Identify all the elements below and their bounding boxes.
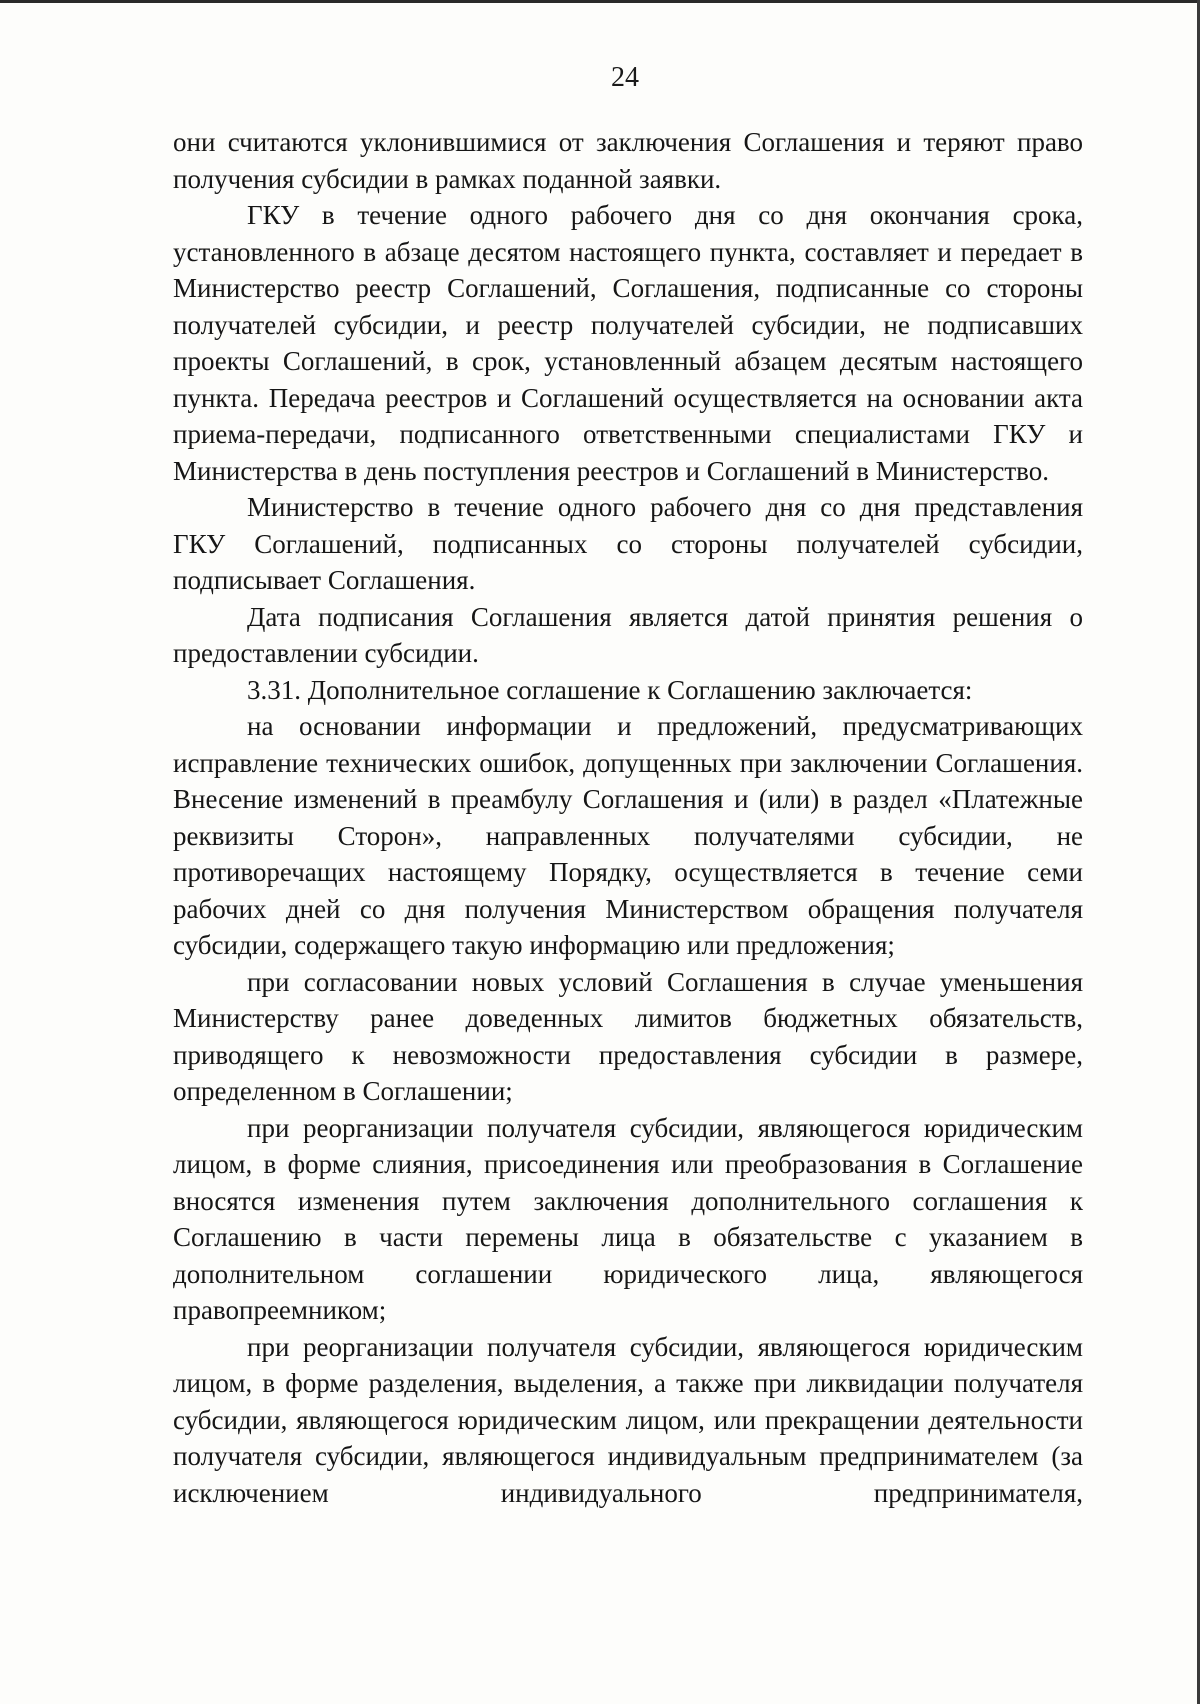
scan-edge-top xyxy=(0,0,1200,3)
paragraph: ГКУ в течение одного рабочего дня со дня окончания срока, установленного в абзаце десятом настоящего пункта, составляет и передает в Министерство реестр Соглашений, Соглашения, подписанные со стороны получателей субсидии, и реестр получателей субсидии, не подписавших проекты Соглашений, в срок, установленный абзацем десятым настоящего пункта. Передача реестров и Соглашений осуществляется на основании акта приема-передачи, подписанного ответственными специалистами ГКУ и Министерства в день поступления реестров и Соглашений в Министерство. xyxy=(173,200,1083,486)
paragraph: при согласовании новых условий Соглашения в случае уменьшения Министерству ранее доведенных лимитов бюджетных обязательств, приводящего к невозможности предоставления субсидии в размере, определенном в Соглашении; xyxy=(173,966,1083,1106)
paragraph: Дата подписания Соглашения является датой принятия решения о предоставлении субсидии. xyxy=(173,601,1083,668)
document-body xyxy=(173,124,1083,1511)
page-number: 24 xyxy=(611,62,639,93)
paragraph-clause-heading: 3.31. Дополнительное соглашение к Соглашению заключается: xyxy=(247,674,973,705)
paragraph: на основании информации и предложений, предусматривающих исправление технических ошибок, допущенных при заключении Соглашения. Внесение изменений в преамбулу Соглашения и (или) в раздел «Платежные реквизиты Сторон», направленных получателями субсидии, не противоречащих настоящему Порядку, осуществляется в течение семи рабочих дней со дня получения Министерством обращения получателя субсидии, содержащего такую информацию или предложения; xyxy=(173,711,1083,960)
paragraph: Министерство в течение одного рабочего дня со дня представления ГКУ Соглашений, подписанных со стороны получателей субсидии, подписывает Соглашения. xyxy=(173,492,1083,595)
paragraph-continuation: они считаются уклонившимися от заключения Соглашения и теряют право получения субсидии в рамках поданной заявки. xyxy=(173,127,1083,194)
paragraph: при реорганизации получателя субсидии, являющегося юридическим лицом, в форме слияния, присоединения или преобразования в Соглашение вносятся изменения путем заключения дополнительного соглашения к Соглашению в части перемены лица в обязательстве с указанием в дополнительном соглашении юридического лица, являющегося правопреемником; xyxy=(173,1112,1083,1325)
paragraph: при реорганизации получателя субсидии, являющегося юридическим лицом, в форме разделения, выделения, а также при ликвидации получателя субсидии, являющегося юридическим лицом, или прекращении деятельности получателя субсидии, являющегося индивидуальным предпринимателем (за исключением индивидуального предпринимателя, xyxy=(173,1331,1083,1508)
